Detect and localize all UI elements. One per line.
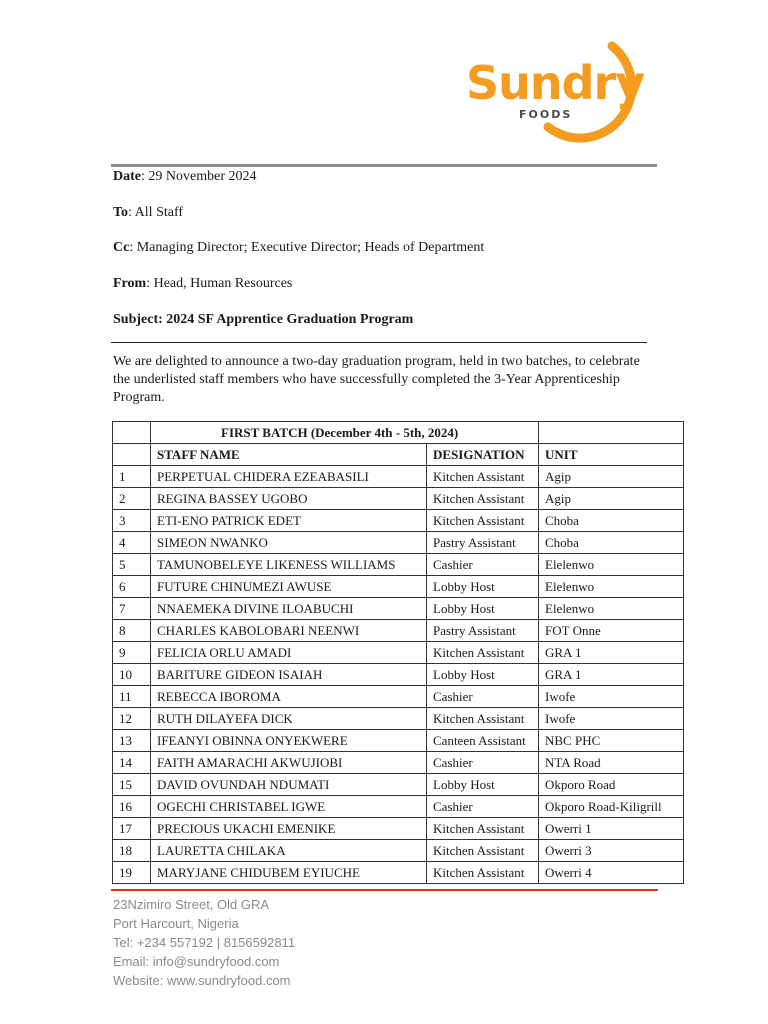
unit: NBC PHC — [539, 730, 684, 752]
designation: Kitchen Assistant — [427, 818, 539, 840]
designation: Lobby Host — [427, 576, 539, 598]
unit: Choba — [539, 510, 684, 532]
header-unit: UNIT — [539, 444, 684, 466]
intro-paragraph: We are delighted to announce a two-day graduation program, held in two batches, to celebrate the underlisted staff members who have successfully completed the 3-Year Apprenticeship Program. — [113, 354, 640, 405]
designation: Pastry Assistant — [427, 532, 539, 554]
unit: Owerri 4 — [539, 862, 684, 884]
table-row — [113, 796, 684, 818]
memo-date — [113, 168, 256, 186]
designation: Kitchen Assistant — [427, 510, 539, 532]
row-number: 15 — [113, 774, 151, 796]
staff-name: REGINA BASSEY UGOBO — [151, 488, 427, 510]
cc-value: : Managing Director; Executive Director; Heads of Department — [129, 240, 485, 255]
memo-subject — [113, 311, 413, 329]
designation: Kitchen Assistant — [427, 840, 539, 862]
unit: Okporo Road — [539, 774, 684, 796]
unit: NTA Road — [539, 752, 684, 774]
designation: Lobby Host — [427, 598, 539, 620]
table-header-row — [113, 444, 684, 466]
table-row — [113, 752, 684, 774]
to-value: : All Staff — [128, 205, 184, 220]
table-row — [113, 488, 684, 510]
unit: Iwofe — [539, 686, 684, 708]
staff-name: PERPETUAL CHIDERA EZEABASILI — [151, 466, 427, 488]
staff-name: FUTURE CHINUMEZI AWUSE — [151, 576, 427, 598]
row-number: 5 — [113, 554, 151, 576]
unit: Agip — [539, 488, 684, 510]
row-number: 3 — [113, 510, 151, 532]
designation: Cashier — [427, 686, 539, 708]
header-designation: DESIGNATION — [427, 444, 539, 466]
footer-email: Email: info@sundryfood.com — [113, 954, 280, 969]
staff-name: PRECIOUS UKACHI EMENIKE — [151, 818, 427, 840]
table-row — [113, 862, 684, 884]
staff-name: OGECHI CHRISTABEL IGWE — [151, 796, 427, 818]
unit: Agip — [539, 466, 684, 488]
table-row — [113, 466, 684, 488]
footer-contact — [113, 895, 295, 990]
logo-wordmark: Sundry — [466, 56, 645, 110]
batch-empty-cell — [113, 422, 151, 444]
header-number — [113, 444, 151, 466]
row-number: 4 — [113, 532, 151, 554]
batch-title-row — [113, 422, 684, 444]
table-row — [113, 642, 684, 664]
unit: GRA 1 — [539, 664, 684, 686]
footer-telephone: Tel: +234 557192 | 8156592811 — [113, 935, 296, 950]
unit: Elelenwo — [539, 554, 684, 576]
footer-address-line1: 23Nzimiro Street, Old GRA — [113, 897, 270, 912]
unit: Elelenwo — [539, 598, 684, 620]
memo-to — [113, 204, 183, 222]
batch-title: FIRST BATCH (December 4th - 5th, 2024) — [151, 422, 539, 444]
table-row — [113, 510, 684, 532]
from-label: From — [113, 276, 147, 291]
staff-name: REBECCA IBOROMA — [151, 686, 427, 708]
date-label: Date — [113, 169, 141, 184]
footer-divider — [111, 889, 658, 891]
designation: Kitchen Assistant — [427, 862, 539, 884]
table-row — [113, 686, 684, 708]
row-number: 1 — [113, 466, 151, 488]
row-number: 18 — [113, 840, 151, 862]
designation: Cashier — [427, 796, 539, 818]
designation: Cashier — [427, 752, 539, 774]
table-row — [113, 840, 684, 862]
table-row — [113, 664, 684, 686]
row-number: 12 — [113, 708, 151, 730]
subject-divider — [111, 342, 647, 343]
staff-name: MARYJANE CHIDUBEM EYIUCHE — [151, 862, 427, 884]
designation: Kitchen Assistant — [427, 466, 539, 488]
staff-name: TAMUNOBELEYE LIKENESS WILLIAMS — [151, 554, 427, 576]
table-row — [113, 708, 684, 730]
staff-name: CHARLES KABOLOBARI NEENWI — [151, 620, 427, 642]
staff-name: IFEANYI OBINNA ONYEKWERE — [151, 730, 427, 752]
row-number: 6 — [113, 576, 151, 598]
table-row — [113, 598, 684, 620]
table-row — [113, 532, 684, 554]
row-number: 10 — [113, 664, 151, 686]
unit: FOT Onne — [539, 620, 684, 642]
staff-name: FELICIA ORLU AMADI — [151, 642, 427, 664]
header-staff-name: STAFF NAME — [151, 444, 427, 466]
staff-name: FAITH AMARACHI AKWUJIOBI — [151, 752, 427, 774]
unit: GRA 1 — [539, 642, 684, 664]
row-number: 14 — [113, 752, 151, 774]
designation: Kitchen Assistant — [427, 488, 539, 510]
row-number: 2 — [113, 488, 151, 510]
designation: Canteen Assistant — [427, 730, 539, 752]
row-number: 16 — [113, 796, 151, 818]
table-row — [113, 818, 684, 840]
row-number: 17 — [113, 818, 151, 840]
staff-name: LAURETTA CHILAKA — [151, 840, 427, 862]
designation: Kitchen Assistant — [427, 642, 539, 664]
unit: Iwofe — [539, 708, 684, 730]
subject-text: Subject: 2024 SF Apprentice Graduation Program — [113, 312, 414, 327]
row-number: 19 — [113, 862, 151, 884]
batch-empty-cell — [539, 422, 684, 444]
staff-table — [112, 421, 684, 884]
row-number: 8 — [113, 620, 151, 642]
row-number: 9 — [113, 642, 151, 664]
table-row — [113, 730, 684, 752]
staff-rows — [113, 466, 684, 884]
designation: Lobby Host — [427, 774, 539, 796]
staff-name: DAVID OVUNDAH NDUMATI — [151, 774, 427, 796]
company-logo — [462, 32, 654, 150]
staff-name: NNAEMEKA DIVINE ILOABUCHI — [151, 598, 427, 620]
designation: Pastry Assistant — [427, 620, 539, 642]
date-value: : 29 November 2024 — [141, 169, 257, 184]
designation: Cashier — [427, 554, 539, 576]
designation: Lobby Host — [427, 664, 539, 686]
table-row — [113, 774, 684, 796]
table-row — [113, 620, 684, 642]
unit: Okporo Road-Kiligrill — [539, 796, 684, 818]
row-number: 11 — [113, 686, 151, 708]
staff-name: BARITURE GIDEON ISAIAH — [151, 664, 427, 686]
unit: Owerri 1 — [539, 818, 684, 840]
staff-name: RUTH DILAYEFA DICK — [151, 708, 427, 730]
footer-website: Website: www.sundryfood.com — [113, 973, 291, 988]
logo-subtitle: FOODS — [519, 108, 573, 121]
designation: Kitchen Assistant — [427, 708, 539, 730]
staff-name: SIMEON NWANKO — [151, 532, 427, 554]
to-label: To — [113, 205, 129, 220]
table-row — [113, 576, 684, 598]
row-number: 7 — [113, 598, 151, 620]
unit: Choba — [539, 532, 684, 554]
unit: Owerri 3 — [539, 840, 684, 862]
header-divider — [111, 164, 657, 167]
memo-from — [113, 275, 292, 293]
row-number: 13 — [113, 730, 151, 752]
from-value: : Head, Human Resources — [146, 276, 293, 291]
cc-label: Cc — [113, 240, 130, 255]
staff-name: ETI-ENO PATRICK EDET — [151, 510, 427, 532]
table-row — [113, 554, 684, 576]
unit: Elelenwo — [539, 576, 684, 598]
footer-address-line2: Port Harcourt, Nigeria — [113, 916, 239, 931]
memo-cc — [113, 239, 484, 257]
